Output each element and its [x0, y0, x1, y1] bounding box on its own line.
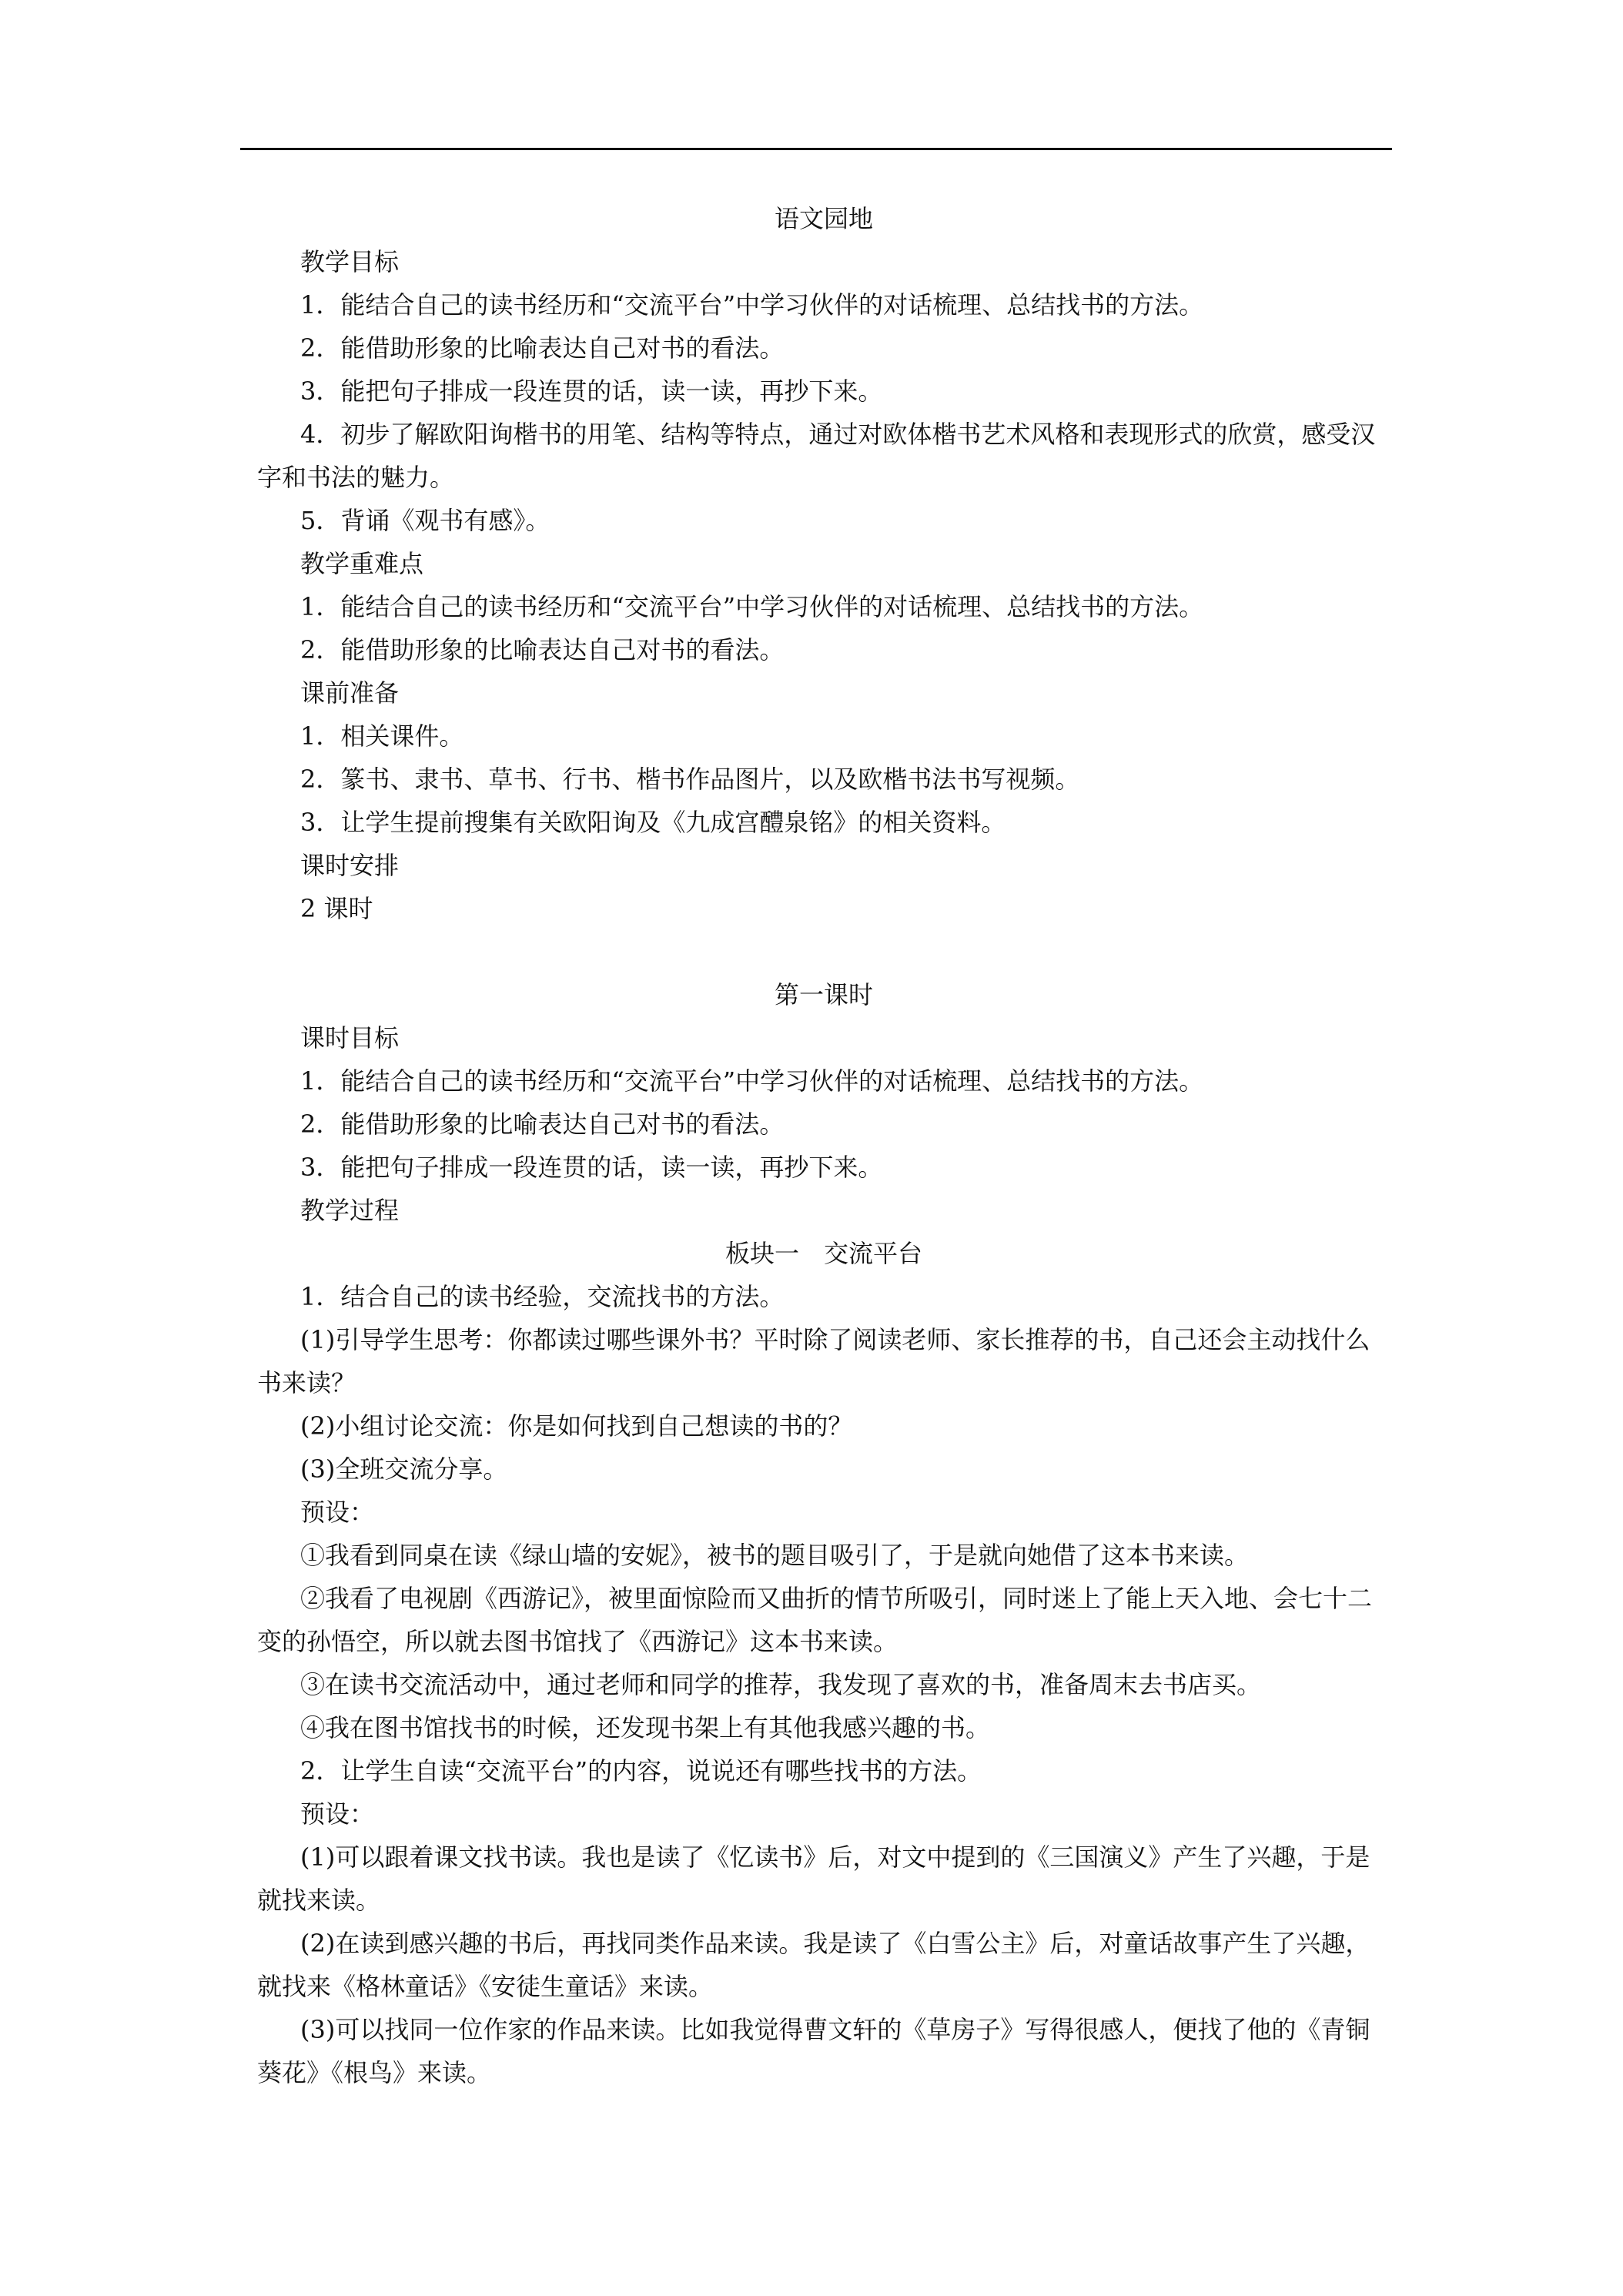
preset-item: ①我看到同桌在读《绿山墙的安妮》，被书的题目吸引了，于是就向她借了这本书来读。: [300, 1541, 1250, 1570]
preset-label: 预设：: [300, 1799, 375, 1829]
preset-item: (3)可以找同一位作家的作品来读。比如我觉得曹文轩的《草房子》写得很感人，便找了他的《青铜葵花》《根鸟》来读。: [257, 2015, 1370, 2087]
teaching-goal-item: 3．能把句子排成一段连贯的话，读一读，再抄下来。: [300, 377, 883, 406]
preparation-heading: 课前准备: [300, 678, 400, 708]
schedule-heading: 课时安排: [300, 851, 400, 880]
page-title: 语文园地: [774, 204, 873, 233]
lesson-goal-item: 3．能把句子排成一段连贯的话，读一读，再抄下来。: [300, 1153, 883, 1182]
preset-item: (1)可以跟着课文找书读。我也是读了《忆读书》后，对文中提到的《三国演义》产生了兴趣，于是就找来读。: [257, 1842, 1370, 1915]
schedule-value: 2 课时: [300, 894, 373, 923]
preparation-item: 2．篆书、隶书、草书、行书、楷书作品图片，以及欧楷书法书写视频。: [300, 765, 1080, 794]
preparation-item: 3．让学生提前搜集有关欧阳询及《九成宫醴泉铭》的相关资料。: [300, 808, 1006, 837]
teaching-goal-item: 4．初步了解欧阳询楷书的用笔、结构等特点，通过对欧体楷书艺术风格和表现形式的欣赏，感受汉字和书法的魅力。: [257, 420, 1376, 492]
step-sub-item: (2)小组讨论交流：你是如何找到自己想读的书的？: [300, 1411, 853, 1441]
preset-item: (2)在读到感兴趣的书后，再找同类作品来读。我是读了《白雪公主》后，对童话故事产生了兴趣，就找来《格林童话》《安徒生童话》来读。: [257, 1929, 1370, 2001]
lesson-title: 第一课时: [774, 980, 873, 1009]
document-body: [257, 197, 1390, 2094]
key-points-heading: 教学重难点: [300, 549, 424, 578]
teaching-goal-item: 5．背诵《观书有感》。: [300, 506, 550, 535]
process-heading: 教学过程: [300, 1196, 400, 1225]
step-sub-item: (1)引导学生思考：你都读过哪些课外书？平时除了阅读老师、家长推荐的书，自己还会主动找什么书来读？: [257, 1325, 1370, 1397]
lesson-goal-item: 2．能借助形象的比喻表达自己对书的看法。: [300, 1110, 785, 1139]
preparation-item: 1．相关课件。: [300, 721, 464, 751]
preset-item: ④我在图书馆找书的时候，还发现书架上有其他我感兴趣的书。: [300, 1713, 991, 1742]
section-title: 板块一 交流平台: [724, 1239, 922, 1268]
lesson-goals-heading: 课时目标: [300, 1023, 400, 1053]
spacer: [257, 930, 1390, 973]
teaching-goal-item: 2．能借助形象的比喻表达自己对书的看法。: [300, 333, 785, 363]
teaching-goals-heading: 教学目标: [300, 247, 400, 276]
step-sub-item: (3)全班交流分享。: [300, 1454, 508, 1484]
preset-item: ③在读书交流活动中，通过老师和同学的推荐，我发现了喜欢的书，准备周末去书店买。: [300, 1670, 1262, 1699]
lesson-goal-item: 1．能结合自己的读书经历和“交流平台”中学习伙伴的对话梳理、总结找书的方法。: [300, 1066, 1204, 1096]
preset-item: ②我看了电视剧《西游记》，被里面惊险而又曲折的情节所吸引，同时迷上了能上天入地、会七十二变的孙悟空，所以就去图书馆找了《西游记》这本书来读。: [257, 1584, 1373, 1656]
step-item: 1．结合自己的读书经验，交流找书的方法。: [300, 1282, 785, 1311]
header-rule: [240, 148, 1392, 150]
key-point-item: 2．能借助形象的比喻表达自己对书的看法。: [300, 635, 785, 664]
key-point-item: 1．能结合自己的读书经历和“交流平台”中学习伙伴的对话梳理、总结找书的方法。: [300, 592, 1204, 621]
preset-label: 预设：: [300, 1498, 375, 1527]
step-item: 2．让学生自读“交流平台”的内容，说说还有哪些找书的方法。: [300, 1756, 982, 1786]
teaching-goal-item: 1．能结合自己的读书经历和“交流平台”中学习伙伴的对话梳理、总结找书的方法。: [300, 290, 1204, 320]
